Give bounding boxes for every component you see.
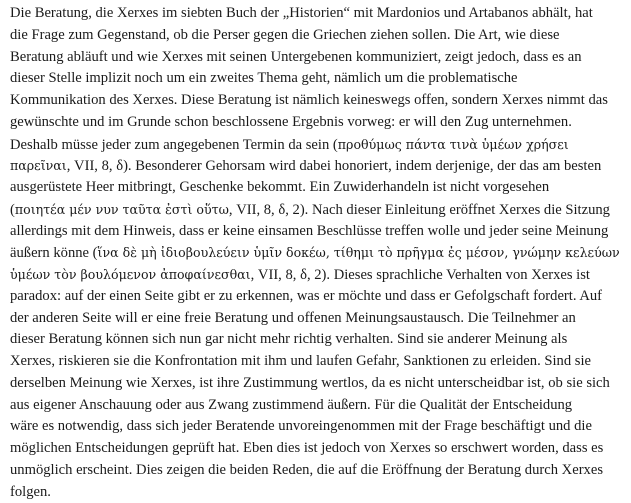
text-line (10, 3, 630, 25)
text-segment: paradox: auf der einen Seite gibt er zu erkennen, was er möchte und dass er Gefolgschaft fordert. Auf (10, 288, 602, 304)
text-segment: dieser Beratung können sich nun gar nicht mehr richtig verhalten. Sind sie anderer Meinung als (10, 331, 567, 347)
text-line (10, 112, 630, 134)
text-segment: die Frage zum Gegenstand, ob die Perser gegen die Griechen ziehen sollen. Die Art, wie diese (10, 27, 560, 43)
greek-quotation: παρεῖναι (10, 158, 67, 173)
text-segment: , VII, 8, δ, 2). Nach dieser Einleitung eröffnet Xerxes die Sitzung (229, 202, 610, 218)
text-line (10, 242, 630, 264)
text-line (10, 373, 630, 395)
text-line (10, 482, 630, 503)
text-line (10, 351, 630, 373)
text-segment: , VII, 8, δ). Besonderer Gehorsam wird dabei honoriert, indem derjenige, der das am besten (67, 158, 602, 174)
text-line (10, 177, 630, 199)
text-segment: allerdings mit dem Hinweis, dass er keine einsamen Beschlüsse treffen wolle und jeder seine Meinung (10, 223, 608, 239)
text-segment: Xerxes, riskieren sie die Konfrontation mit ihm und laufen Gefahr, Sanktionen zu erleiden. Sind sie (10, 353, 591, 369)
text-line (10, 90, 630, 112)
text-segment: aus eigener Anschauung oder aus Zwang zustimmend äußern. Für die Qualität der Entscheidung (10, 397, 572, 413)
text-segment: Die Beratung, die Xerxes im siebten Buch der „Historien“ mit Mardonios und Artabanos abhält, hat (10, 5, 593, 21)
text-segment: , VII, 8, δ, 2). Dieses sprachliche Verhalten von Xerxes ist (251, 267, 590, 283)
text-segment: der anderen Seite will er eine freie Beratung und offenen Meinungsaustausch. Die Teilnehmer an (10, 310, 576, 326)
greek-quotation: ἵνα δὲ μὴ ἰδιοβουλεύειν ὑμῖν δοκέω, τίθημι τὸ πρῆγμα ἐς μέσον, γνώμην κελεύων (98, 245, 620, 260)
text-line (10, 308, 630, 330)
text-line (10, 221, 630, 243)
text-line (10, 199, 630, 221)
text-segment: Deshalb müsse jeder zum angegebenen Termin da sein ( (10, 137, 338, 153)
text-line (10, 134, 630, 156)
text-line (10, 47, 630, 69)
body-paragraph (10, 3, 630, 503)
text-segment: dieser Stelle implizit noch um ein zweites Thema geht, nämlich um die problematische (10, 70, 518, 86)
text-segment: äußern könne ( (10, 245, 98, 261)
text-line (10, 438, 630, 460)
text-segment: möglichen Entscheidungen geprüft hat. Eben dies ist jedoch von Xerxes so erschwert worden, dass es (10, 440, 603, 456)
text-segment: ausgerüstete Heer mitbringt, Geschenke bekommt. Ein Zuwiderhandeln ist nicht vorgesehen (10, 179, 549, 195)
text-line (10, 329, 630, 351)
text-segment: gewünschte und im Grunde schon beschlossene Ergebnis vorweg: er will den Zug unternehmen. (10, 114, 572, 130)
text-segment: derselben Meinung wie Xerxes, ist ihre Zustimmung wertlos, da es nicht unterscheidbar ist, ob sie sich (10, 375, 610, 391)
greek-quotation: ποιητέα μέν νυν ταῦτα ἐστὶ οὕτω (15, 202, 229, 217)
text-segment: folgen. (10, 484, 51, 500)
text-line (10, 155, 630, 177)
text-line (10, 395, 630, 417)
text-segment: unmöglich erscheint. Dies zeigen die beiden Reden, die auf die Eröffnung der Beratung durch Xerxes (10, 462, 603, 478)
text-segment: wäre es notwendig, dass sich jeder Beratende unvoreingenommen mit der Frage beschäftigt und die (10, 418, 592, 434)
text-line (10, 286, 630, 308)
text-line (10, 460, 630, 482)
text-segment: Kommunikation des Xerxes. Diese Beratung ist nämlich keineswegs offen, sondern Xerxes nimmt das (10, 92, 608, 108)
greek-quotation: ὑμέων τὸν βουλόμενον ἀποφαίνεσθαι (10, 267, 251, 282)
text-line (10, 25, 630, 47)
text-line (10, 264, 630, 286)
text-line (10, 68, 630, 90)
text-line (10, 416, 630, 438)
text-segment: Beratung abläuft und wie Xerxes mit seinen Untergebenen kommuniziert, zeigt jedoch, dass es an (10, 49, 582, 65)
greek-quotation: προθύμως πάντα τινὰ ὑμέων χρήσει (338, 137, 569, 152)
text-segment: ( (10, 202, 15, 218)
